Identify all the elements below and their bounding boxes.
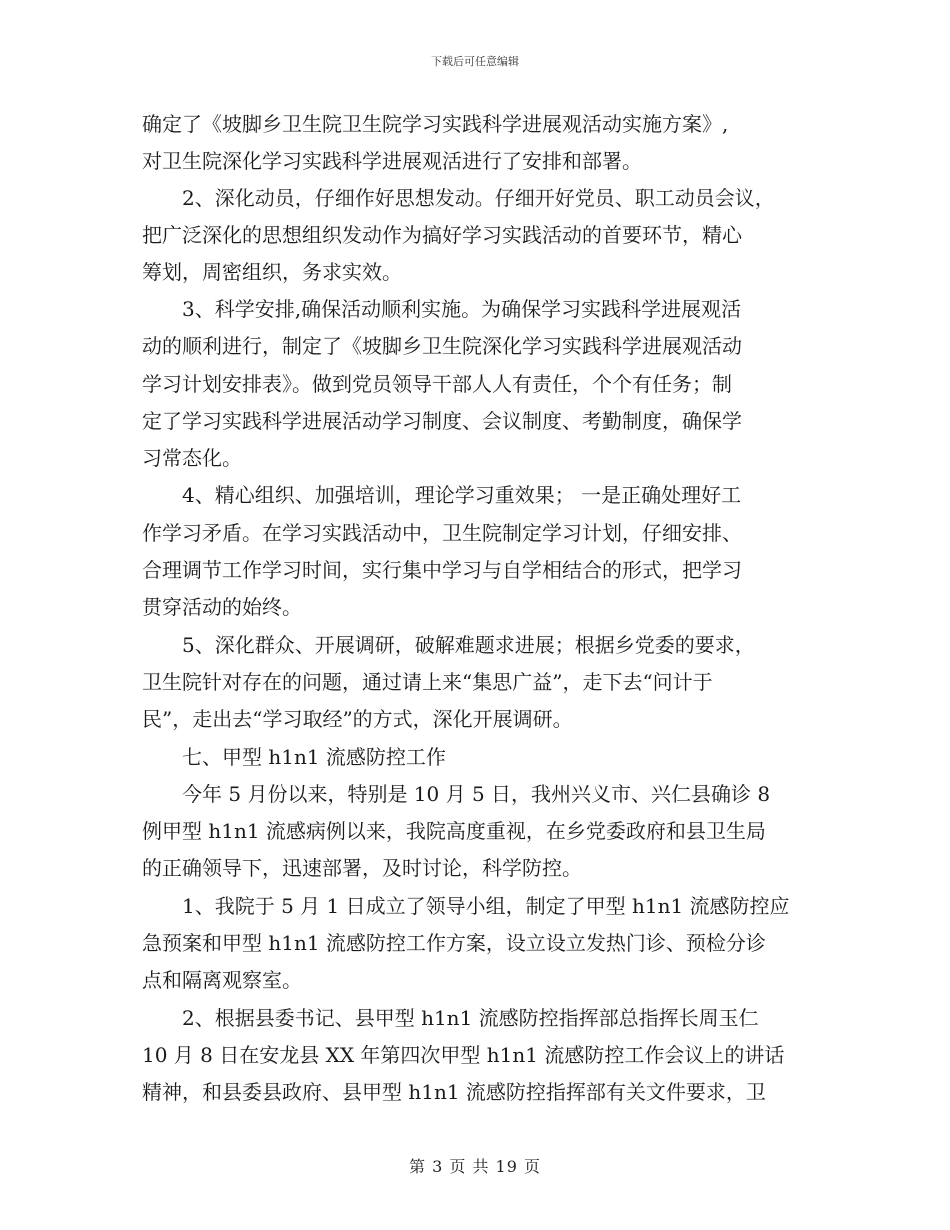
text-line: 民”，走出去“学习取经”的方式，深化开展调研。 (142, 707, 573, 732)
text-line: 动的顺利进行，制定了《坡脚乡卫生院深化学习实践科学进展观活动 (142, 334, 742, 359)
text-line: 的正确领导下，迅速部署，及时讨论，科学防控。 (142, 856, 582, 881)
text-line: 例甲型 h1n1 流感病例以来，我院高度重视，在乡党委政府和县卫生局 (142, 819, 766, 844)
text-line: 七、甲型 h1n1 流感防控工作 (182, 744, 446, 769)
text-line: 习常态化。 (142, 446, 242, 471)
text-line: 定了学习实践科学进展活动学习制度、会议制度、考勤制度，确保学 (142, 408, 742, 433)
text-line: 4、精心组织、加强培训，理论学习重效果； 一是正确处理好工 (182, 483, 742, 508)
text-line: 1、我院于 5 月 1 日成立了领导小组，制定了甲型 h1n1 流感防控应 (182, 893, 790, 918)
page-footer: 第 3 页 共 19 页 (409, 1157, 541, 1176)
text-line: 2、深化动员，仔细作好思想发动。仔细开好党员、职工动员会议， (182, 186, 775, 210)
text-line: 筹划，周密组织，务求实效。 (142, 260, 402, 284)
text-line: 作学习矛盾。在学习实践活动中，卫生院制定学习计划，仔细安排、 (142, 520, 742, 545)
text-line: 合理调节工作学习时间，实行集中学习与自学相结合的形式，把学习 (142, 558, 742, 583)
text-line: 点和隔离观察室。 (142, 968, 302, 993)
text-line: 5、深化群众、开展调研，破解难题求进展；根据乡党委的要求， (182, 632, 755, 657)
text-line: 今年 5 月份以来，特别是 10 月 5 日，我州兴义市、兴仁县确诊 8 (182, 781, 771, 806)
text-line: 学习计划安排表》。做到党员领导干部人人有责任，个个有任务；制 (142, 371, 732, 396)
text-line: 3、科学安排,确保活动顺利实施。为确保学习实践科学进展观活 (182, 297, 742, 321)
text-line: 急预案和甲型 h1n1 流感防控工作方案，设立设立发热门诊、预检分诊 (142, 931, 766, 956)
text-line: 把广泛深化的思想组织发动作为搞好学习实践活动的首要环节，精心 (142, 223, 742, 247)
text-line: 对卫生院深化学习实践科学进展观活进行了安排和部署。 (142, 149, 642, 173)
page-header: 下载后可任意编辑 (431, 55, 519, 68)
text-line: 贯穿活动的始终。 (142, 595, 302, 620)
text-line: 确定了《坡脚乡卫生院卫生院学习实践科学进展观活动实施方案》, (142, 112, 729, 136)
text-line: 2、根据县委书记、县甲型 h1n1 流感防控指挥部总指挥长周玉仁 (182, 1005, 759, 1030)
document-body (142, 112, 832, 1118)
text-line: 精神，和县委县政府、县甲型 h1n1 流感防控指挥部有关文件要求，卫 (142, 1080, 766, 1105)
text-line: 卫生院针对存在的问题，通过请上来“集思广益”，走下去“问计于 (142, 669, 713, 694)
text-line: 10 月 8 日在安龙县 XX 年第四次甲型 h1n1 流感防控工作会议上的讲话 (142, 1042, 785, 1067)
